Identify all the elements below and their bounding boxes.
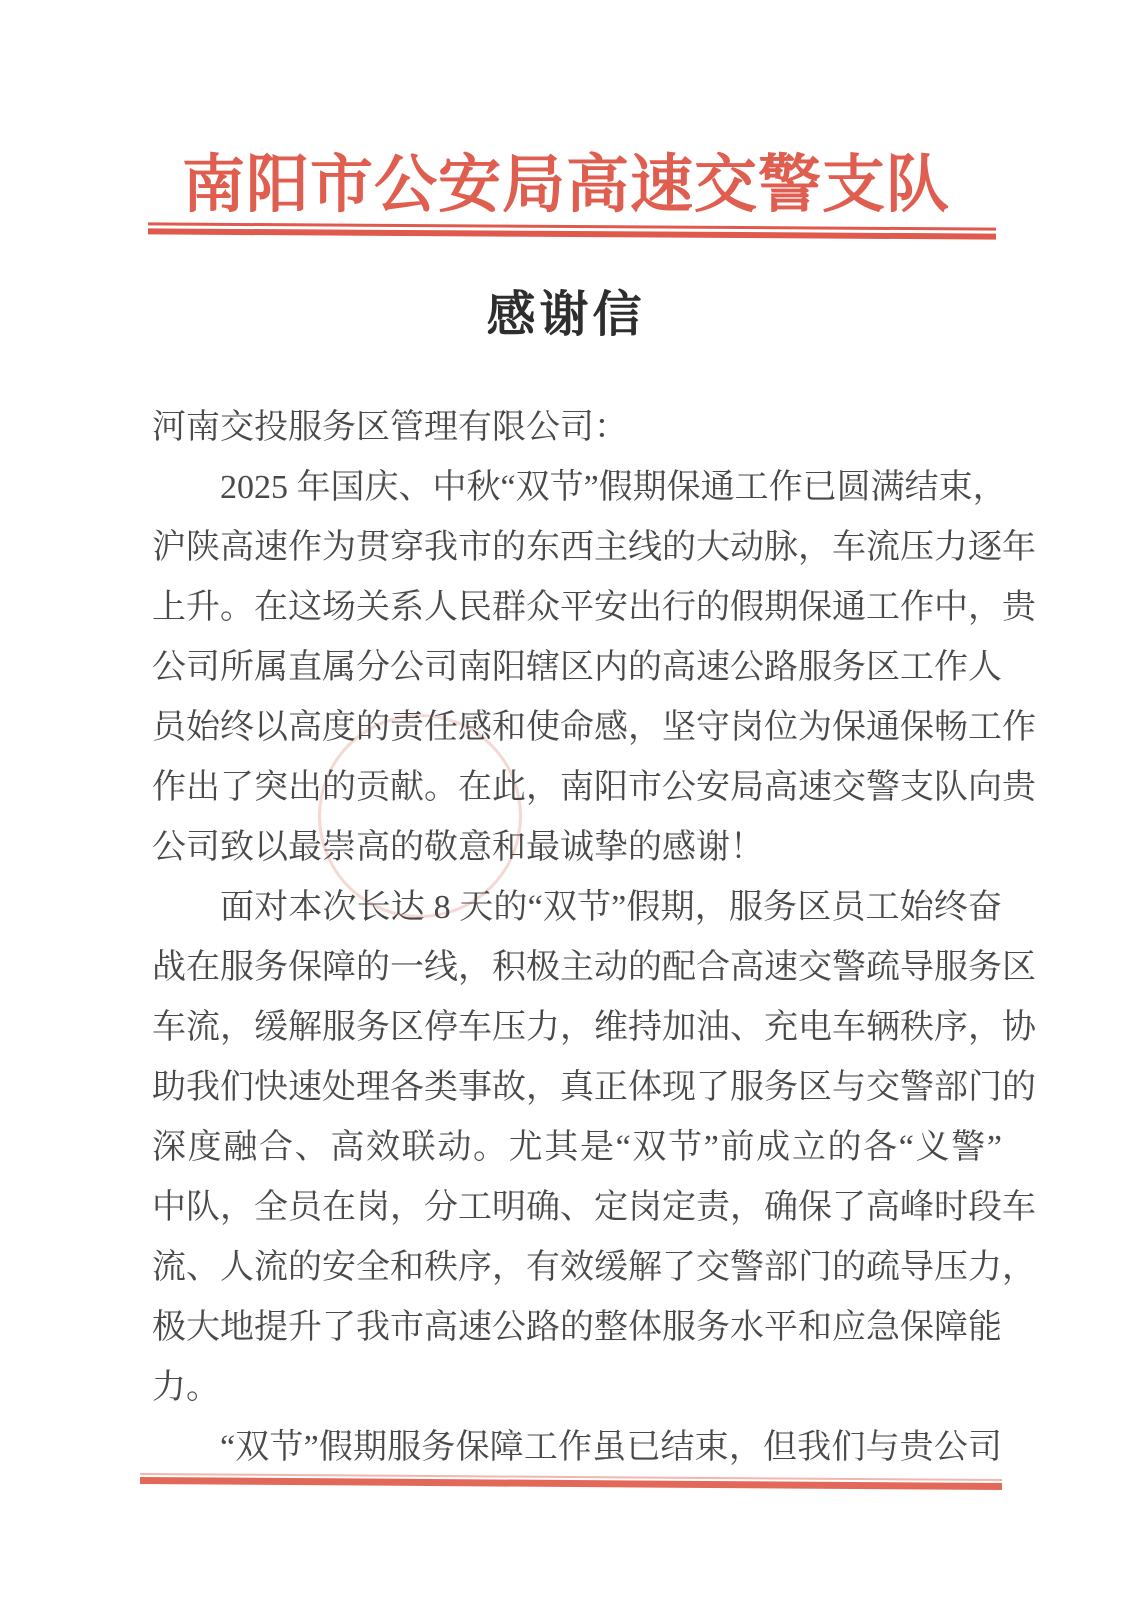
body-line: 面对本次长达 8 天的“双节”假期，服务区员工始终奋: [220, 889, 1002, 926]
body-line: 极大地提升了我市高速公路的整体服务水平和应急保障能: [152, 1309, 1002, 1346]
body-line: 沪陕高速作为贯穿我市的东西主线的大动脉，车流压力逐年: [152, 529, 1036, 566]
body-line: “双节”假期服务保障工作虽已结束，但我们与贵公司: [220, 1429, 1002, 1466]
letterhead-org-title: 南阳市公安局高速交警支队: [182, 150, 950, 220]
body-line: 2025 年国庆、中秋“双节”假期保通工作已圆满结束，: [220, 469, 1007, 506]
body-line: 助我们快速处理各类事故，真正体现了服务区与交警部门的: [152, 1069, 1036, 1106]
body-line: 深度融合、高效联动。尤其是“双节”前成立的各“义警”: [152, 1129, 1002, 1166]
document-title: 感谢信: [486, 287, 646, 342]
body-line: 作出了突出的贡献。在此，南阳市公安局高速交警支队向贵: [152, 769, 1036, 806]
body-line: 上升。在这场关系人民群众平安出行的假期保通工作中，贵: [152, 589, 1036, 626]
body-line: 员始终以高度的责任感和使命感，坚守岗位为保通保畅工作: [152, 709, 1036, 746]
body-line: 战在服务保障的一线，积极主动的配合高速交警疏导服务区: [152, 949, 1036, 986]
body-line: 车流，缓解服务区停车压力，维持加油、充电车辆秩序，协: [152, 1009, 1036, 1046]
body-line: 公司致以最崇高的敬意和最诚挚的感谢！: [152, 829, 764, 866]
body-line: 流、人流的安全和秩序，有效缓解了交警部门的疏导压力，: [152, 1249, 1036, 1286]
body-line: 中队，全员在岗，分工明确、定岗定责，确保了高峰时段车: [152, 1189, 1036, 1226]
body-line: 力。: [152, 1369, 220, 1406]
letter-body: [152, 398, 1036, 1478]
body-line: 公司所属直属分公司南阳辖区内的高速公路服务区工作人: [152, 649, 1002, 686]
letterhead-rule-thick: [148, 228, 996, 239]
salutation: 河南交投服务区管理有限公司：: [152, 409, 628, 446]
